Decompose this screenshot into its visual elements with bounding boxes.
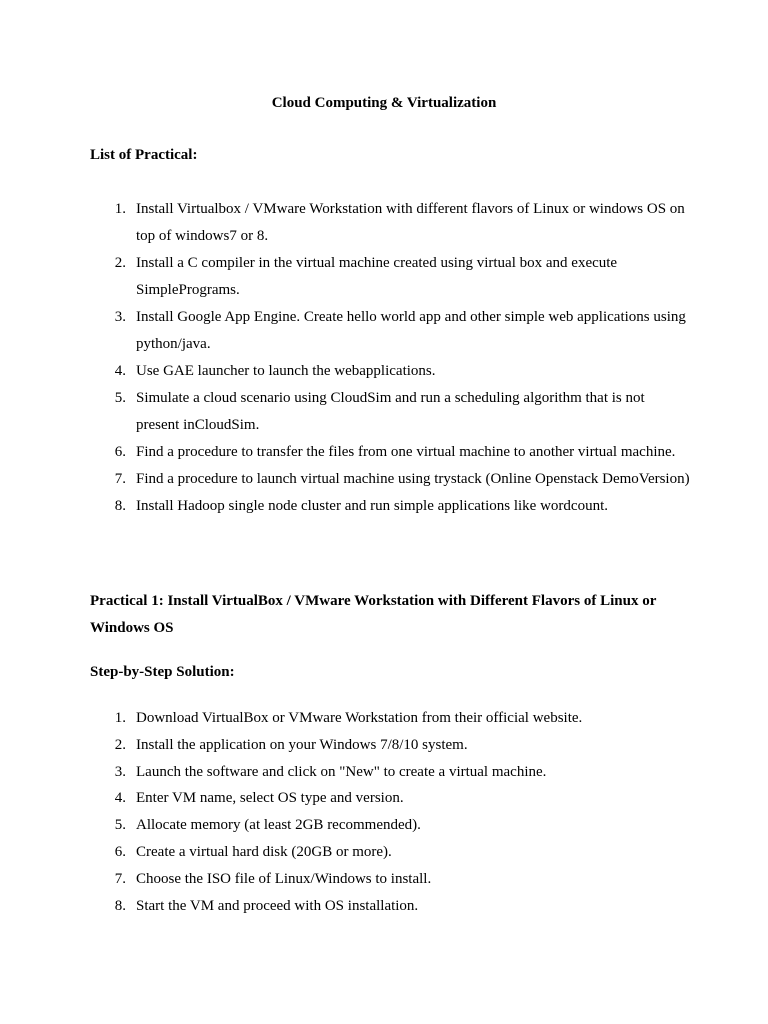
list-item xyxy=(90,812,690,839)
list-item-text: Install Google App Engine. Create hello world app and other simple web applications using python/java. xyxy=(136,309,686,352)
list-item-text: Find a procedure to launch virtual machine using trystack (Online Openstack DemoVersion) xyxy=(136,471,690,487)
list-item-number: 6. xyxy=(114,843,126,860)
practicals-list xyxy=(90,196,690,520)
list-item xyxy=(90,385,690,439)
list-item-text: Install the application on your Windows 7/8/10 system. xyxy=(136,736,468,753)
list-item-number: 1. xyxy=(114,710,126,726)
list-item xyxy=(90,893,690,920)
list-item-text: Enter VM name, select OS type and version. xyxy=(136,790,404,807)
steps-list xyxy=(90,705,690,919)
list-item-number: 3. xyxy=(114,309,126,325)
list-item xyxy=(90,839,690,866)
list-item-text: Allocate memory (at least 2GB recommended). xyxy=(136,817,421,834)
list-item-number: 3. xyxy=(114,763,126,780)
list-item-number: 7. xyxy=(114,870,126,887)
list-heading: List of Practical: xyxy=(90,147,198,163)
list-item xyxy=(90,439,690,466)
list-item-number: 4. xyxy=(114,363,126,379)
list-item-number: 8. xyxy=(114,498,126,514)
list-item xyxy=(90,759,690,786)
solution-heading: Step-by-Step Solution: xyxy=(90,664,235,680)
list-item-text: Launch the software and click on "New" to create a virtual machine. xyxy=(136,763,547,780)
document-title: Cloud Computing & Virtualization xyxy=(271,95,497,111)
list-item xyxy=(90,358,690,385)
list-item-text: Find a procedure to transfer the files from one virtual machine to another virtual machine. xyxy=(136,444,676,460)
list-item-text: Download VirtualBox or VMware Workstation from their official website. xyxy=(136,710,583,726)
practical1-heading: Practical 1: Install VirtualBox / VMware Workstation with Different Flavors of Linux or Windows OS xyxy=(90,593,657,636)
list-item-text: Install a C compiler in the virtual machine created using virtual box and execute SimplePrograms. xyxy=(136,255,618,298)
list-item-number: 2. xyxy=(114,736,126,753)
list-item-text: Choose the ISO file of Linux/Windows to install. xyxy=(136,870,432,887)
list-item-number: 6. xyxy=(114,444,126,460)
list-item-number: 4. xyxy=(114,790,126,807)
list-item-text: Use GAE launcher to launch the webapplications. xyxy=(136,363,436,379)
list-item-number: 7. xyxy=(114,471,126,487)
list-item-number: 5. xyxy=(114,390,126,406)
list-item xyxy=(90,785,690,812)
list-item xyxy=(90,466,690,493)
list-item xyxy=(90,250,690,304)
list-item xyxy=(90,493,690,520)
list-item-number: 1. xyxy=(114,201,126,217)
list-item xyxy=(90,705,690,732)
list-item-text: Simulate a cloud scenario using CloudSim and run a scheduling algorithm that is not present inCloudSim. xyxy=(136,390,645,433)
list-item-number: 5. xyxy=(114,817,126,834)
list-item-text: Install Hadoop single node cluster and run simple applications like wordcount. xyxy=(136,498,608,514)
list-item xyxy=(90,732,690,759)
list-item xyxy=(90,196,690,250)
list-item xyxy=(90,866,690,893)
list-item-text: Create a virtual hard disk (20GB or more). xyxy=(136,843,392,860)
list-item xyxy=(90,304,690,358)
list-item-number: 8. xyxy=(114,897,126,914)
list-item-text: Install Virtualbox / VMware Workstation with different flavors of Linux or windows OS on top of windows7 or 8. xyxy=(136,201,685,244)
list-item-text: Start the VM and proceed with OS installation. xyxy=(136,897,419,914)
list-item-number: 2. xyxy=(114,255,126,271)
